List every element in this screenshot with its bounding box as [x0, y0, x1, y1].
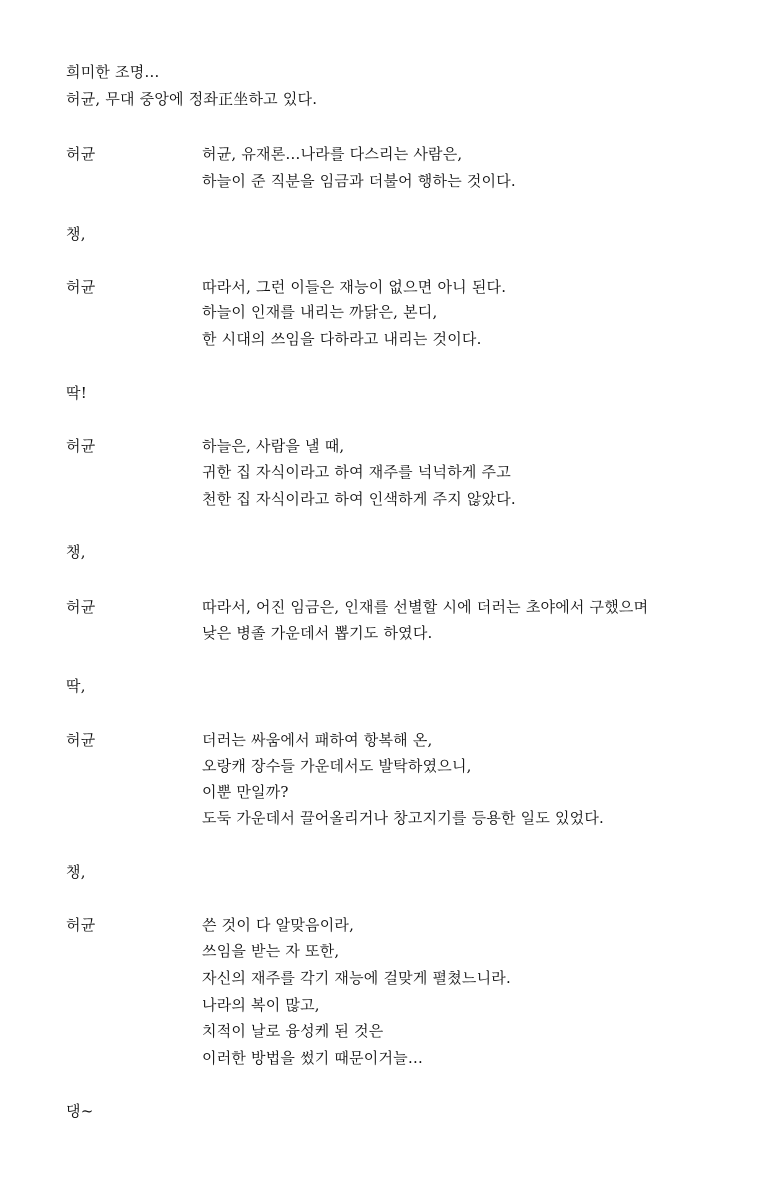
stage-direction: 허균, 무대 중앙에 정좌正坐하고 있다.	[66, 90, 318, 108]
dialogue-line: 천한 집 자식이라고 하여 인색하게 주지 않았다.	[202, 490, 516, 508]
dialogue-line: 귀한 집 자식이라고 하여 재주를 넉넉하게 주고	[202, 463, 511, 481]
speaker-name: 허균	[66, 145, 96, 163]
dialogue-line: 하늘이 준 직분을 임금과 더불어 행하는 것이다.	[202, 172, 516, 190]
sound-cue: 딱!	[66, 384, 87, 402]
dialogue-line: 따라서, 어진 임금은, 인재를 선별할 시에 더러는 초야에서 구했으며	[202, 598, 649, 616]
sound-cue: 딱,	[66, 677, 86, 695]
speaker-name: 허균	[66, 916, 96, 934]
dialogue-line: 나라의 복이 많고,	[202, 996, 320, 1014]
dialogue-line: 이뿐 만일까?	[202, 783, 289, 801]
speaker-name: 허균	[66, 437, 96, 455]
dialogue-line: 허균, 유재론…나라를 다스리는 사람은,	[202, 145, 463, 163]
dialogue-line: 쓰임을 받는 자 또한,	[202, 942, 340, 960]
sound-cue: 챙,	[66, 863, 86, 881]
dialogue-line: 따라서, 그런 이들은 재능이 없으면 아니 된다.	[202, 278, 507, 296]
speaker-name: 허균	[66, 731, 96, 749]
dialogue-line: 오랑캐 장수들 가운데서도 발탁하였으니,	[202, 757, 472, 775]
sound-cue: 댕~	[66, 1102, 94, 1120]
dialogue-line: 낮은 병졸 가운데서 뽑기도 하였다.	[202, 624, 433, 642]
dialogue-line: 도둑 가운데서 끌어올리거나 창고지기를 등용한 일도 있었다.	[202, 809, 605, 827]
dialogue-line: 쓴 것이 다 알맞음이라,	[202, 916, 355, 934]
speaker-name: 허균	[66, 598, 96, 616]
dialogue-line: 치적이 날로 융성케 된 것은	[202, 1022, 384, 1040]
dialogue-line: 하늘이 인재를 내리는 까닭은, 본디,	[202, 303, 438, 321]
stage-direction: 희미한 조명…	[66, 63, 160, 81]
speaker-name: 허균	[66, 278, 96, 296]
dialogue-line: 하늘은, 사람을 낼 때,	[202, 437, 345, 455]
dialogue-line: 더러는 싸움에서 패하여 항복해 온,	[202, 731, 433, 749]
dialogue-line: 한 시대의 쓰임을 다하라고 내리는 것이다.	[202, 330, 482, 348]
sound-cue: 챙,	[66, 543, 86, 561]
sound-cue: 챙,	[66, 225, 86, 243]
dialogue-line: 자신의 재주를 각기 재능에 걸맞게 펼쳤느니라.	[202, 969, 511, 987]
dialogue-line: 이러한 방법을 썼기 때문이거늘…	[202, 1049, 424, 1067]
